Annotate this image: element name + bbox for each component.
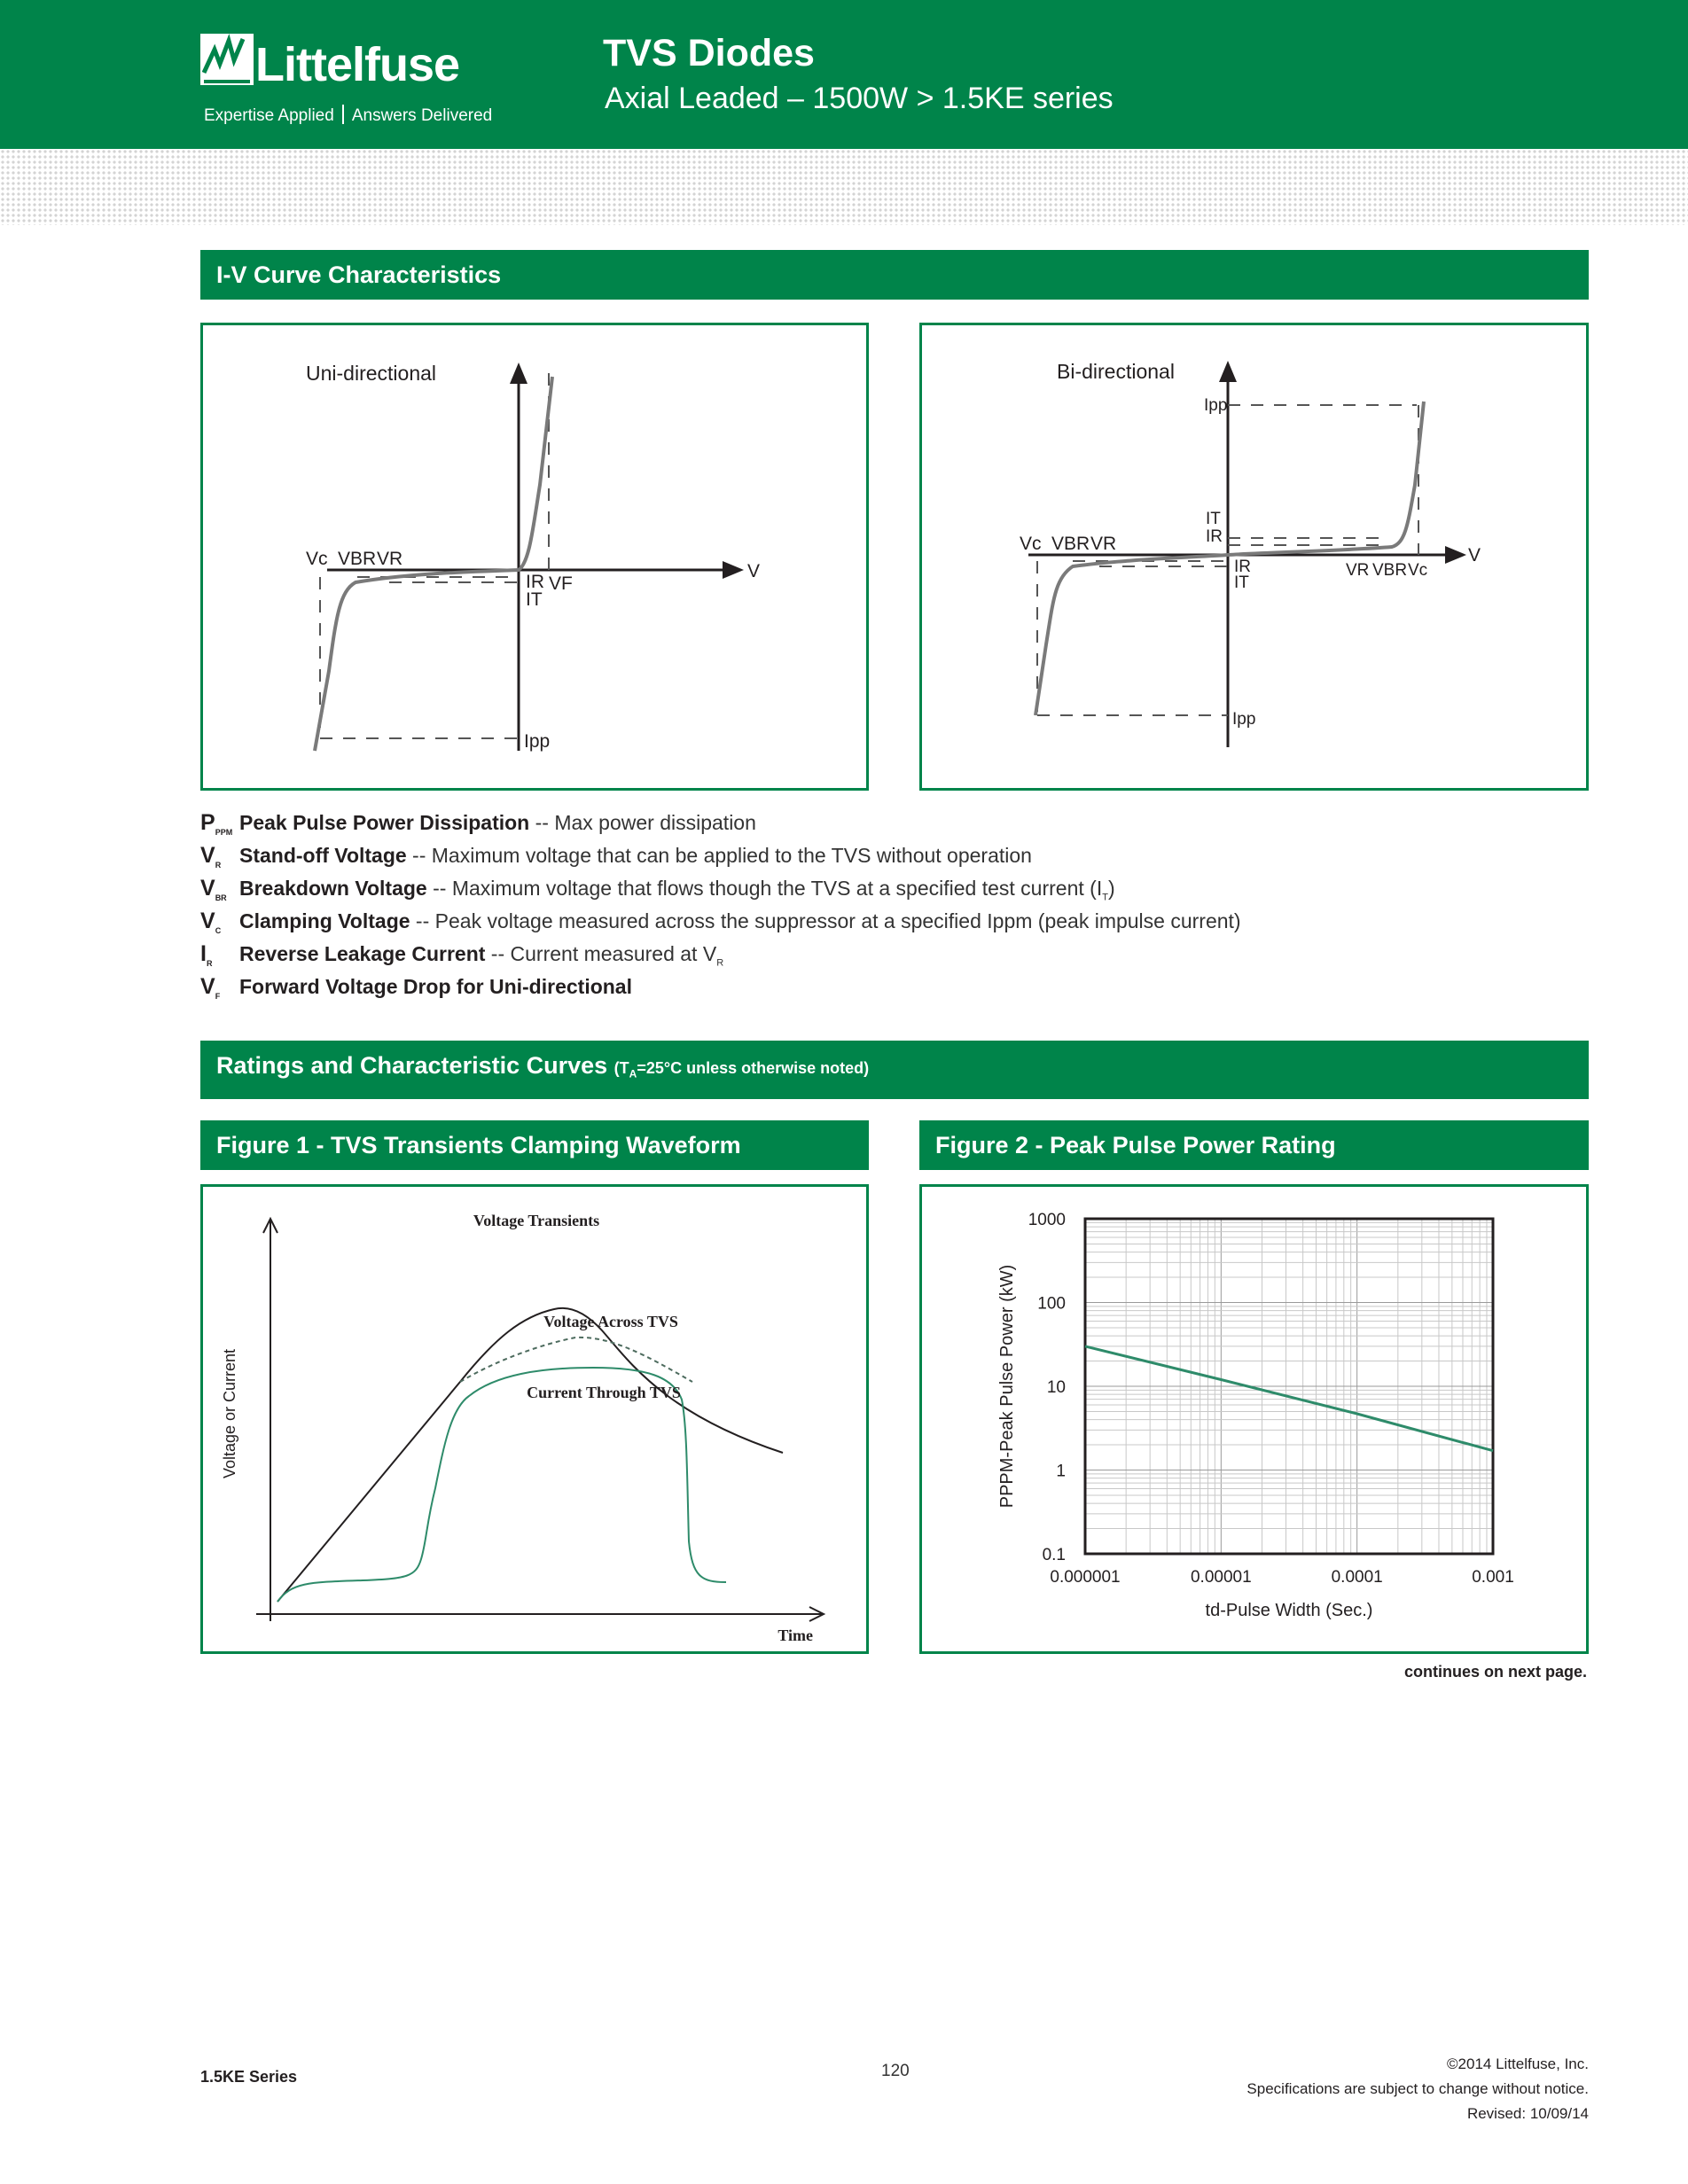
- definition-symbol: $V_{BR}$: [200, 876, 227, 902]
- definition-description: -- Max power dissipation: [529, 811, 756, 834]
- definition-row: [200, 807, 1442, 839]
- definition-row: [200, 971, 1442, 1003]
- footer-right: [1153, 2052, 1589, 2126]
- tagline: [204, 105, 492, 126]
- bi-directional-diagram: [922, 325, 1591, 793]
- footer-copyright: ©2014 Littelfuse, Inc.: [1447, 2055, 1589, 2072]
- section-bar-ratings: [200, 1041, 1589, 1099]
- uni-label-v: V: [747, 561, 761, 581]
- parameter-definitions: [200, 807, 1442, 1003]
- definition-symbol: $I_R$: [200, 941, 213, 968]
- uni-directional-diagram: [203, 325, 871, 793]
- section-ratings-note: ($T_A=25^\circ C$ unless otherwise noted): [613, 1059, 870, 1080]
- bi-label-vbr-right: VBR: [1372, 561, 1408, 580]
- definition-term: Reverse Leakage Current: [239, 942, 486, 965]
- tagline-left: Expertise Applied: [204, 106, 334, 125]
- bi-label-ir: IR: [1234, 558, 1251, 576]
- bi-label-it: IT: [1234, 573, 1249, 592]
- fig2-x-tick-label: 0.0001: [1331, 1568, 1383, 1587]
- footer-series: 1.5KE Series: [200, 2068, 298, 2086]
- definition-symbol: $V_F$: [200, 974, 221, 1001]
- definition-row: [200, 905, 1442, 938]
- fig2-xlabel: td-Pulse Width (Sec.): [1205, 1601, 1373, 1620]
- footer-notice: Specifications are subject to change without notice.: [1246, 2080, 1589, 2097]
- tagline-right: Answers Delivered: [351, 106, 493, 125]
- uni-y-arrow: [510, 363, 528, 384]
- fig1-label-across: Voltage Across TVS: [543, 1313, 678, 1330]
- definition-symbol: $V_C$: [200, 909, 222, 935]
- definition-description: -- Maximum voltage that flows though the TVS at a specified test current $(I_T)$: [426, 877, 1115, 903]
- continues-note: continues on next page.: [1403, 1663, 1587, 1681]
- bi-label-vr-right: VR: [1346, 561, 1370, 580]
- figure2-title: Figure 2 - Peak Pulse Power Rating: [935, 1132, 1336, 1158]
- littelfuse-logo-icon: [200, 34, 254, 85]
- page-header: [0, 0, 1688, 149]
- page-subtitle: Axial Leaded – 1500W > 1.5KE series: [605, 82, 1114, 115]
- bi-label-vc-right: Vc: [1408, 561, 1428, 580]
- littelfuse-logo: [200, 34, 460, 91]
- fig1-label-transients: Voltage Transients: [473, 1212, 600, 1229]
- uni-label-vr: VR: [377, 549, 403, 569]
- fig1-ylabel: Voltage or Current: [221, 1348, 238, 1479]
- tagline-divider: [342, 105, 344, 124]
- bi-y-arrow: [1219, 361, 1237, 382]
- fig1-voltage-transient-line: [277, 1308, 783, 1602]
- fig2-y-tick-label: 0.1: [1042, 1546, 1066, 1564]
- fig2-y-tick-label: 1000: [1028, 1211, 1066, 1229]
- fig2-x-tick-label: 0.000001: [1050, 1568, 1121, 1587]
- bi-x-arrow: [1445, 546, 1466, 564]
- definition-row: [200, 872, 1442, 905]
- section-bar-iv: [200, 250, 1589, 300]
- fig1-current-line: [277, 1368, 726, 1602]
- fig2-y-tick-label: 1: [1056, 1462, 1066, 1481]
- figure1-bar: [200, 1120, 869, 1170]
- uni-directional-panel: [200, 323, 869, 791]
- fig2-y-tick-label: 100: [1037, 1294, 1066, 1314]
- definition-term: Forward Voltage Drop for Uni-directional: [239, 975, 632, 998]
- bi-label-vbr: VBR: [1051, 534, 1090, 554]
- footer-page-number: 120: [881, 2062, 910, 2080]
- figure2-chart: [922, 1187, 1591, 1657]
- definition-row: [200, 839, 1442, 872]
- fig2-ylabel: PPPM-Peak Pulse Power (kW): [997, 1264, 1017, 1509]
- uni-label-vf: VF: [549, 573, 573, 594]
- uni-label-vc: Vc: [306, 549, 328, 569]
- definition-term: Peak Pulse Power Dissipation: [239, 811, 530, 834]
- bi-label-vc: Vc: [1020, 534, 1042, 554]
- uni-label-vbr: VBR: [338, 549, 377, 569]
- fig2-x-tick-label: 0.00001: [1190, 1568, 1252, 1587]
- bi-label-ir-top: IR: [1206, 527, 1223, 546]
- uni-label-ipp: Ipp: [524, 731, 551, 752]
- definition-symbol: $P_{PPM}$: [200, 810, 233, 837]
- section-title-ratings: Ratings and Characteristic Curves: [216, 1052, 608, 1079]
- figure1-panel: [200, 1184, 869, 1654]
- fig2-y-tick-label: 10: [1046, 1378, 1066, 1397]
- definition-row: [200, 938, 1442, 971]
- figure2-bar: [919, 1120, 1589, 1170]
- definition-description: -- Maximum voltage that can be applied to the TVS without operation: [406, 844, 1032, 867]
- dotted-band: [0, 149, 1688, 225]
- bi-label-ipp-top: Ipp: [1204, 396, 1228, 415]
- uni-x-arrow: [723, 561, 744, 579]
- bi-title: Bi-directional: [1057, 360, 1175, 383]
- fig1-label-current: Current Through TVS: [527, 1384, 681, 1401]
- bi-label-vr: VR: [1090, 534, 1117, 554]
- page-title: TVS Diodes: [603, 32, 815, 74]
- definition-term: Stand-off Voltage: [239, 844, 407, 867]
- figure2-panel: [919, 1184, 1589, 1654]
- uni-label-it: IT: [526, 589, 543, 610]
- bi-directional-panel: [919, 323, 1589, 791]
- definition-description: -- Peak voltage measured across the suppressor at a specified Ippm (peak impulse current): [410, 909, 1241, 932]
- fig2-x-tick-label: 0.001: [1472, 1568, 1514, 1587]
- fig1-xlabel: Time: [778, 1626, 813, 1644]
- definition-symbol: $V_R$: [200, 843, 222, 870]
- definition-description: -- Current measured at $V_R$: [485, 942, 724, 969]
- bi-iv-curve: [1035, 402, 1424, 715]
- definition-term: Clamping Voltage: [239, 909, 410, 932]
- section-title-iv: I-V Curve Characteristics: [216, 261, 502, 288]
- footer-revised: Revised: 10/09/14: [1466, 2105, 1589, 2122]
- bi-label-v: V: [1468, 545, 1481, 566]
- fig2-series-line: [1085, 1346, 1493, 1451]
- brand-name: Littelfuse: [255, 38, 460, 91]
- uni-label-ir: IR: [526, 572, 544, 592]
- definition-term: Breakdown Voltage: [239, 877, 427, 900]
- figure1-waveform: [203, 1187, 871, 1657]
- bi-label-ipp-bottom: Ipp: [1232, 710, 1256, 729]
- uni-title: Uni-directional: [306, 362, 437, 385]
- figure1-title: Figure 1 - TVS Transients Clamping Waveform: [216, 1132, 741, 1158]
- bi-label-it-top: IT: [1206, 510, 1221, 528]
